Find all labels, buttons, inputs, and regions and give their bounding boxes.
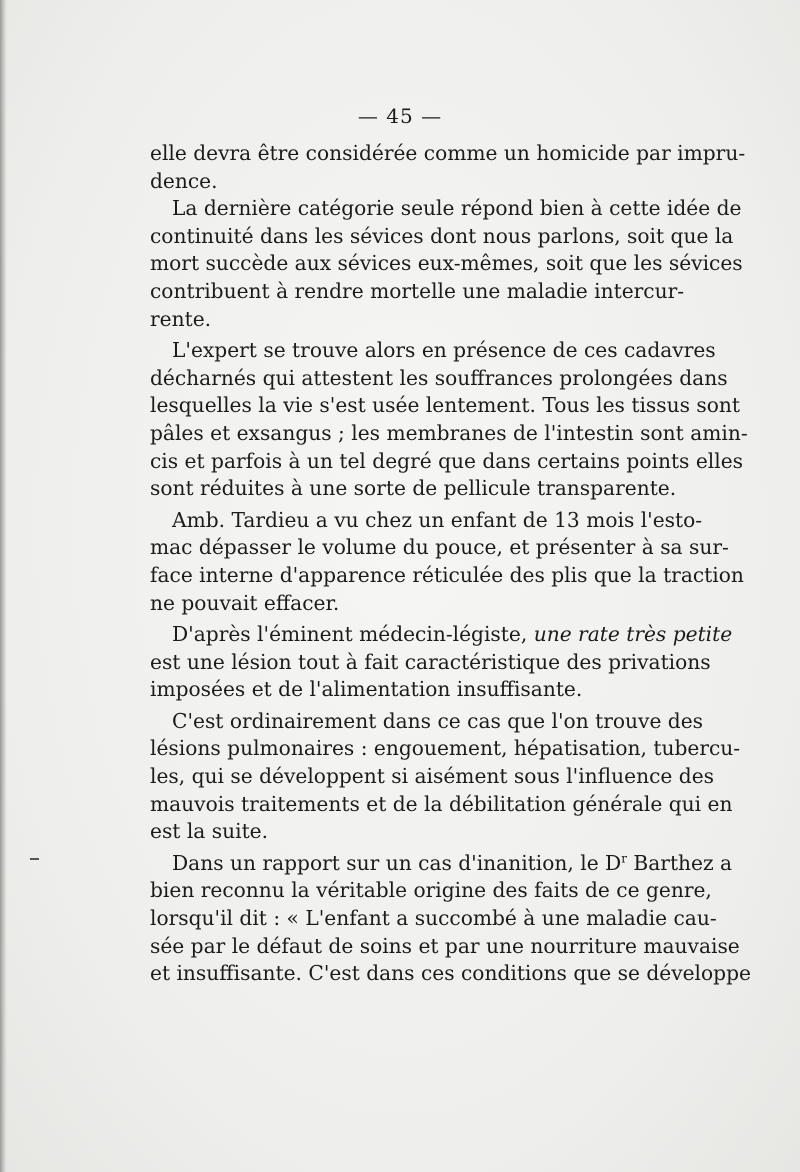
text-line: dence. (150, 168, 218, 193)
text-line: sont réduites à une sorte de pellicule transparente. (150, 476, 677, 501)
text-line: face interne d'apparence réticulée des plis que la traction (150, 562, 744, 587)
italic-emphasis: une rate très petite (533, 622, 733, 647)
text-line: mac dépasser le volume du pouce, et présenter à sa sur- (150, 535, 729, 560)
paragraph-6 (150, 708, 741, 846)
text-segment: Dans un rapport sur un cas d'inanition, le D (172, 850, 622, 875)
text-line: mauvois traitements et de la débilitation générale qui en (150, 791, 733, 816)
text-line: décharnés qui attestent les souffrances prolongées dans (150, 365, 728, 390)
text-line (150, 621, 733, 649)
text-line: La dernière catégorie seule répond bien à cette idée de (172, 196, 742, 221)
text-line: contribuent à rendre mortelle une maladie intercur- (150, 278, 685, 303)
text-line: imposées et de l'alimentation insuffisante. (150, 677, 583, 702)
text-line: bien reconnu la véritable origine des faits de ce genre, (150, 878, 712, 903)
text-line: mort succède aux sévices eux-mêmes, soit que les sévices (150, 251, 743, 276)
text-line: ne pouvait effacer. (150, 590, 340, 615)
text-line: lorsqu'il dit : « L'enfant a succombé à une maladie cau- (150, 906, 717, 931)
text-segment: D'après l'éminent médecin-légiste, (172, 622, 528, 647)
text-line: lesquelles la vie s'est usée lentement. Tous les tissus sont (150, 393, 741, 418)
paragraph-5 (150, 621, 733, 704)
text-line (150, 850, 733, 878)
text-line: elle devra être considérée comme un homicide par impru- (150, 141, 746, 165)
margin-mark (30, 858, 39, 860)
text-line: Amb. Tardieu a vu chez un enfant de 13 mois l'esto- (172, 507, 703, 532)
page-left-edge-shadow (0, 0, 7, 1172)
text-line: est une lésion tout à fait caractéristique des privations (150, 649, 711, 674)
text-line: les, qui se développent si aisément sous l'influence des (150, 764, 714, 789)
body-text (150, 140, 751, 988)
text-line: C'est ordinairement dans ce cas que l'on trouve des (172, 708, 704, 733)
text-line: cis et parfois à un tel degré que dans certains points elles (150, 448, 743, 473)
text-line: pâles et exsangus ; les membranes de l'intestin sont amin- (150, 420, 748, 445)
text-line: est la suite. (150, 819, 269, 844)
text-segment: Barthez a (627, 850, 733, 875)
text-line: sée par le défaut de soins et par une nourriture mauvaise (150, 933, 740, 958)
text-line: lésions pulmonaires : engouement, hépatisation, tubercu- (150, 736, 741, 761)
page-number: — 45 — (357, 104, 443, 128)
text-line: L'expert se trouve alors en présence de ces cadavres (172, 338, 716, 363)
paragraph-2 (150, 195, 743, 333)
paragraph-3 (150, 337, 748, 503)
paragraph-1 (150, 140, 746, 195)
superscript: r (621, 851, 627, 866)
text-line: continuité dans les sévices dont nous parlons, soit que la (150, 223, 734, 248)
paragraph-4 (150, 507, 744, 617)
text-line: rente. (150, 306, 212, 331)
text-line: et insuffisante. C'est dans ces conditions que se développe (150, 961, 751, 986)
paragraph-7 (150, 850, 751, 988)
